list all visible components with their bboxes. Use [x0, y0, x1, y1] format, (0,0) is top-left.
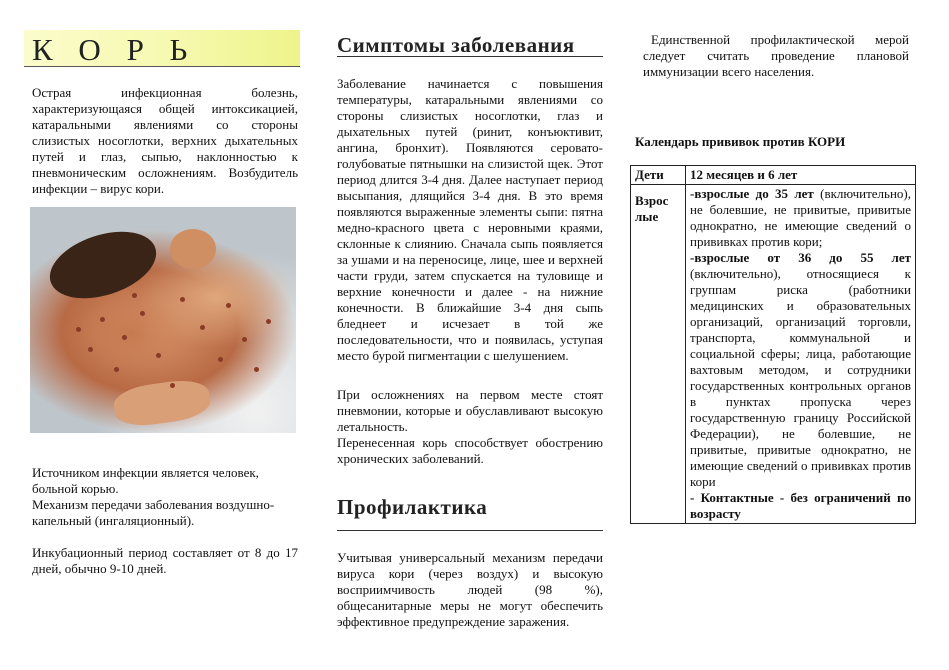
table-cell-label: Взрос лые	[631, 185, 686, 524]
intro-paragraph: Острая инфекционная болезнь, характеризующаяся общей интоксикацией, катаральными явлениями со стороны слизистых носоглотки, верхних дыхательных путей и глаз, сыпью, наклонностью к пневмоническим осложнениям. Возбудитель инфекции – вирус кори.	[32, 85, 298, 196]
symptoms-paragraph-1: Заболевание начинается с повышения температуры, катаральными явлениями со стороны слизистых носоглотки, глаз и дыхательных путей (ринит, конъюктивит, ангина, бронхит). Появляются серовато-голубоватые пятнышки на слизистой щек. Этот период длится 3-4 дня. Далее наступает период высыпания, длящийся 3-4 дня. В это время появляются выраженные элементы сыпи: пятна медно-красного цвета с неровными краями, склонные к слиянию. Сначала сыпь появляется за ушами и на переносице, лице, шее и верхней части груди, затем спускается на туловище и верхние конечности и далее - на нижние конечности. В ближайшие 3-4 дня сыпь бледнеет и исчезает в той же последовательности, что и появилась, уступая место бурой пигментации с шелушением.	[337, 76, 603, 363]
title-band	[24, 30, 300, 66]
page-title: К О Р Ь	[32, 32, 197, 67]
adults-36-55-bold: -взрослые от 36 до 55 лет	[690, 250, 911, 265]
transmission-mechanism: Механизм передачи заболевания воздушно-капельный (ингаляционный).	[32, 497, 275, 528]
symptoms-paragraph-3: Перенесенная корь способствует обострению хронических заболеваний.	[337, 435, 603, 466]
photo-hand	[112, 377, 213, 430]
table-row	[631, 185, 916, 524]
contacts-bold: - Контактные - без ограничений по возрасту	[690, 490, 911, 521]
photo-hair	[41, 219, 164, 310]
prevention-heading: Профилактика	[337, 495, 488, 519]
adults-35-bold: -взрослые до 35 лет	[690, 186, 814, 201]
symptoms-heading: Симптомы заболевания	[337, 33, 575, 57]
calendar-title: Календарь прививок против КОРИ	[635, 134, 846, 149]
adults-36-55-text: (включительно), относящиеся к группам риска (работники медицинских и образовательных организаций, организаций торговли, транспорта, коммунальной и социальной сферы; лица, работающие вахтовым методом, и сотрудники государственных контрольных органов в пунктах пропуска через государственную границу Российской Федерации), не болевшие, не привитые, привитые однократно, не имеющие сведений о прививках против кори	[690, 266, 911, 489]
adults-35-text: (включительно), не болевшие, не привитые, привитые однократно, не имеющие сведений о прививках против кори;	[690, 186, 912, 249]
table-cell-value	[686, 185, 916, 524]
infection-source: Источником инфекции является человек, больной корью.	[32, 465, 259, 496]
incubation-period: Инкубационный период составляет от 8 до 17 дней, обычно 9-10 дней.	[32, 545, 298, 576]
prevention-paragraph-2: Единственной профилактической мерой следует считать проведение плановой иммунизации всего населения.	[643, 32, 909, 79]
vaccination-table	[630, 165, 916, 524]
title-underline	[24, 66, 300, 67]
table-row	[631, 166, 916, 185]
table-cell-label: Дети	[631, 166, 686, 185]
photo-ear	[170, 229, 216, 269]
table-cell-value: 12 месяцев и 6 лет	[686, 166, 916, 185]
symptoms-paragraph-2: При осложнениях на первом месте стоят пневмонии, которые и обуславливают высокую летальность.	[337, 387, 603, 434]
measles-baby-photo	[30, 207, 296, 433]
prevention-rule	[337, 530, 603, 531]
prevention-paragraph-1: Учитывая универсальный механизм передачи вируса кори (через воздух) и высокую восприимчивость людей (98 %), общесанитарные меры не могут обеспечить эффективное предупреждение заражения.	[337, 550, 603, 629]
symptoms-rule	[337, 56, 603, 57]
